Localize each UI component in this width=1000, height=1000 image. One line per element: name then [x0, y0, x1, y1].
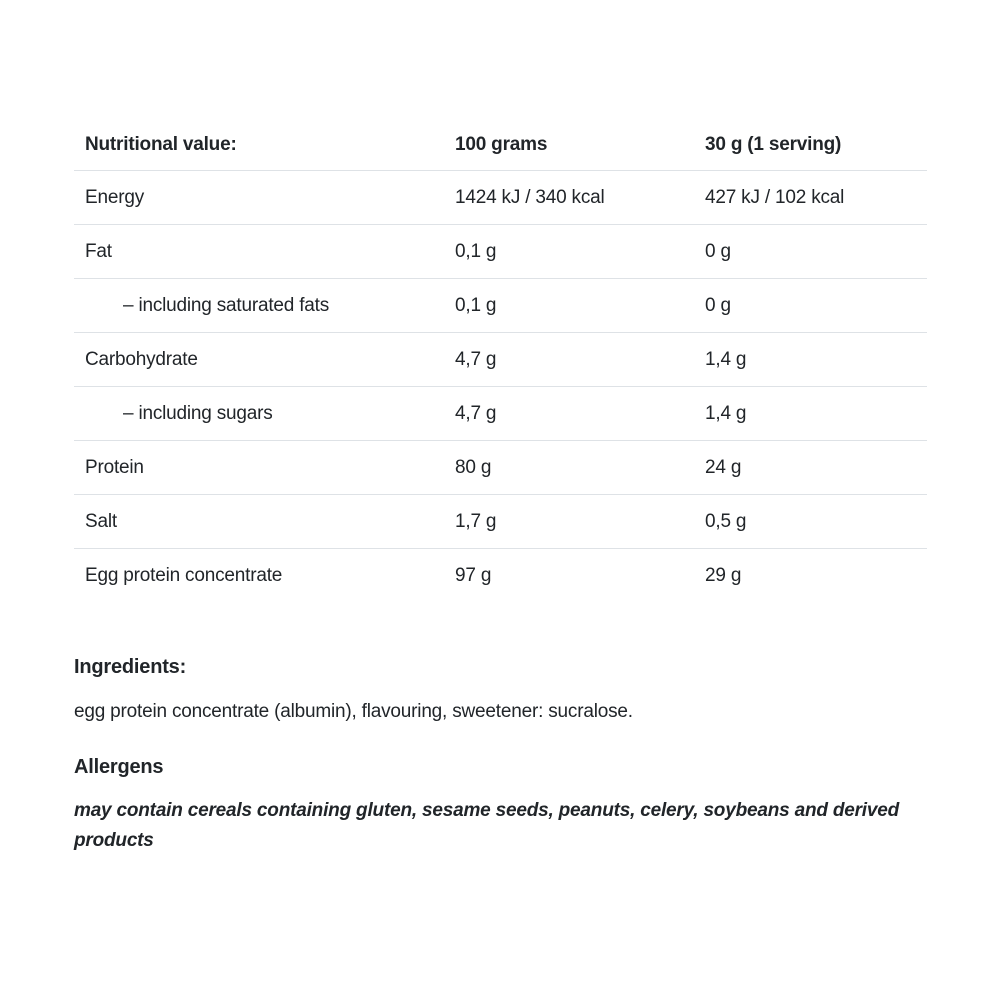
- ingredients-heading: Ingredients:: [74, 656, 187, 678]
- product-nutrition-section: [74, 120, 927, 856]
- nutrient-label: Salt: [85, 510, 117, 532]
- header-nutritional-value: Nutritional value:: [85, 134, 237, 155]
- value-per-100g: 4,7 g: [455, 402, 497, 424]
- nutrient-label: Protein: [85, 456, 144, 478]
- value-per-100g: 0,1 g: [455, 294, 497, 316]
- nutrition-table: [74, 120, 927, 603]
- table-row-fat: [74, 225, 927, 279]
- value-per-serving: 1,4 g: [705, 402, 747, 424]
- value-per-100g: 0,1 g: [455, 240, 497, 262]
- nutrient-label: Egg protein concentrate: [85, 565, 283, 586]
- nutrient-label: Fat: [85, 240, 112, 262]
- value-per-serving: 0,5 g: [705, 510, 747, 532]
- value-per-serving: 29 g: [705, 565, 742, 586]
- allergens-heading: Allergens: [74, 756, 164, 778]
- allergens-text: may contain cereals containing gluten, sesame seeds, peanuts, celery, soybeans and derived products: [74, 800, 900, 851]
- nutrient-label: Energy: [85, 186, 145, 208]
- nutrition-table-header: [74, 120, 927, 171]
- nutrient-label: Carbohydrate: [85, 348, 198, 370]
- value-per-serving: 24 g: [705, 456, 742, 478]
- table-row-salt: [74, 495, 927, 549]
- table-row-energy: [74, 171, 927, 225]
- ingredients-text: egg protein concentrate (albumin), flavouring, sweetener: sucralose.: [74, 701, 633, 722]
- header-per-serving: 30 g (1 serving): [705, 134, 842, 155]
- value-per-serving: 0 g: [705, 240, 731, 262]
- value-per-100g: 1424 kJ / 340 kcal: [455, 186, 605, 208]
- table-row-egg-protein-concentrate: [74, 549, 927, 603]
- value-per-100g: 1,7 g: [455, 510, 497, 532]
- value-per-100g: 80 g: [455, 456, 492, 478]
- table-row-protein: [74, 441, 927, 495]
- value-per-serving: 427 kJ / 102 kcal: [705, 186, 845, 208]
- value-per-serving: 0 g: [705, 294, 731, 316]
- nutrient-label: – including sugars: [123, 402, 273, 424]
- table-row-sugars: [74, 387, 927, 441]
- nutrient-label: – including saturated fats: [123, 294, 330, 316]
- value-per-100g: 4,7 g: [455, 348, 497, 370]
- value-per-100g: 97 g: [455, 565, 492, 586]
- table-row-carbohydrate: [74, 333, 927, 387]
- value-per-serving: 1,4 g: [705, 348, 747, 370]
- table-row-saturated-fats: [74, 279, 927, 333]
- header-per-100g: 100 grams: [455, 134, 548, 155]
